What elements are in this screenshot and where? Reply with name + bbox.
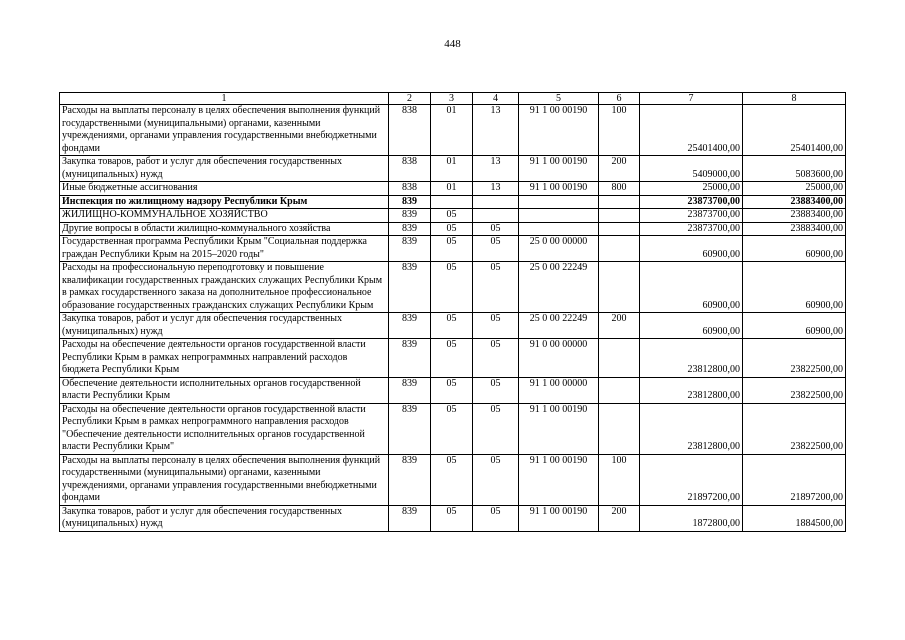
grbs-code-cell: 839: [389, 339, 431, 378]
amount-year2-cell: 25401400,00: [743, 105, 846, 156]
row-name-cell: ЖИЛИЩНО-КОММУНАЛЬНОЕ ХОЗЯЙСТВО: [60, 209, 389, 223]
row-name-cell: Расходы на обеспечение деятельности органов государственной власти Республики Крым в рамках непрограммного направления расходов "Обеспечение деятельности исполнительных органов государственной власти Республики Крым": [60, 403, 389, 454]
expense-type-cell: [599, 222, 640, 236]
section-code-cell: 01: [431, 156, 473, 182]
table-row: [60, 403, 846, 454]
grbs-code-cell: 839: [389, 403, 431, 454]
table-row: [60, 105, 846, 156]
expense-type-cell: 100: [599, 105, 640, 156]
row-name-cell: Закупка товаров, работ и услуг для обеспечения государственных (муниципальных) нужд: [60, 313, 389, 339]
grbs-code-cell: 838: [389, 182, 431, 196]
amount-year2-cell: 60900,00: [743, 313, 846, 339]
table-header-row: [60, 93, 846, 105]
grbs-code-cell: 839: [389, 377, 431, 403]
target-article-cell: 91 1 00 00190: [519, 505, 599, 531]
table-row: [60, 156, 846, 182]
table-row: [60, 222, 846, 236]
amount-year1-cell: 23812800,00: [640, 403, 743, 454]
subsection-code-cell: 13: [473, 105, 519, 156]
amount-year2-cell: 25000,00: [743, 182, 846, 196]
target-article-cell: [519, 222, 599, 236]
expense-type-cell: [599, 339, 640, 378]
section-code-cell: 05: [431, 313, 473, 339]
subsection-code-cell: 13: [473, 156, 519, 182]
row-name-cell: Расходы на обеспечение деятельности органов государственной власти Республики Крым в рамках непрограммных направлений расходов бюджета Республики Крым: [60, 339, 389, 378]
row-name-cell: Закупка товаров, работ и услуг для обеспечения государственных (муниципальных) нужд: [60, 505, 389, 531]
header-cell: 8: [743, 93, 846, 105]
amount-year1-cell: 23812800,00: [640, 339, 743, 378]
header-cell: 6: [599, 93, 640, 105]
subsection-code-cell: 05: [473, 236, 519, 262]
subsection-code-cell: 05: [473, 454, 519, 505]
table-row: [60, 339, 846, 378]
section-code-cell: 05: [431, 403, 473, 454]
expense-type-cell: 200: [599, 505, 640, 531]
expense-type-cell: [599, 209, 640, 223]
grbs-code-cell: 839: [389, 222, 431, 236]
grbs-code-cell: 839: [389, 236, 431, 262]
amount-year2-cell: 23822500,00: [743, 403, 846, 454]
target-article-cell: 25 0 00 00000: [519, 236, 599, 262]
subsection-code-cell: 05: [473, 339, 519, 378]
amount-year1-cell: 1872800,00: [640, 505, 743, 531]
table-row: [60, 313, 846, 339]
header-cell: 2: [389, 93, 431, 105]
grbs-code-cell: 838: [389, 156, 431, 182]
row-name-cell: Иные бюджетные ассигнования: [60, 182, 389, 196]
page-number: 448: [444, 38, 461, 50]
row-name-cell: Расходы на выплаты персоналу в целях обеспечения выполнения функций государственными (муниципальными) органами, казенными учреждениями, органами управления государственными внебюджетными фондами: [60, 454, 389, 505]
amount-year1-cell: 23812800,00: [640, 377, 743, 403]
section-code-cell: 05: [431, 209, 473, 223]
amount-year1-cell: 5409000,00: [640, 156, 743, 182]
target-article-cell: 91 1 00 00190: [519, 105, 599, 156]
amount-year1-cell: 25000,00: [640, 182, 743, 196]
target-article-cell: 91 1 00 00190: [519, 156, 599, 182]
grbs-code-cell: 839: [389, 195, 431, 209]
expense-type-cell: 200: [599, 313, 640, 339]
table-row: [60, 262, 846, 313]
amount-year1-cell: 60900,00: [640, 236, 743, 262]
table-row: [60, 377, 846, 403]
expense-type-cell: [599, 262, 640, 313]
row-name-cell: Другие вопросы в области жилищно-коммунального хозяйства: [60, 222, 389, 236]
subsection-code-cell: 13: [473, 182, 519, 196]
amount-year2-cell: 21897200,00: [743, 454, 846, 505]
amount-year2-cell: 60900,00: [743, 262, 846, 313]
header-cell: 1: [60, 93, 389, 105]
table-row: [60, 209, 846, 223]
row-name-cell: Государственная программа Республики Крым "Социальная поддержка граждан Республики Крым на 2015–2020 годы": [60, 236, 389, 262]
expense-type-cell: [599, 403, 640, 454]
amount-year2-cell: 23883400,00: [743, 195, 846, 209]
amount-year2-cell: 23822500,00: [743, 377, 846, 403]
target-article-cell: 91 0 00 00000: [519, 339, 599, 378]
table-row: [60, 182, 846, 196]
row-name-cell: Расходы на профессиональную переподготовку и повышение квалификации государственных гражданских служащих Республики Крым в рамках государственного заказа на дополнительное профессиональное образование государственных гражданских служащих Республики Крым: [60, 262, 389, 313]
section-code-cell: [431, 195, 473, 209]
expense-type-cell: [599, 195, 640, 209]
expense-type-cell: 200: [599, 156, 640, 182]
section-code-cell: 05: [431, 339, 473, 378]
header-cell: 4: [473, 93, 519, 105]
amount-year1-cell: 23873700,00: [640, 209, 743, 223]
target-article-cell: 91 1 00 00190: [519, 454, 599, 505]
row-name-cell: Инспекция по жилищному надзору Республики Крым: [60, 195, 389, 209]
amount-year2-cell: 23883400,00: [743, 209, 846, 223]
section-code-cell: 05: [431, 222, 473, 236]
subsection-code-cell: 05: [473, 262, 519, 313]
subsection-code-cell: 05: [473, 403, 519, 454]
table-row: [60, 195, 846, 209]
grbs-code-cell: 838: [389, 105, 431, 156]
header-cell: 7: [640, 93, 743, 105]
target-article-cell: 25 0 00 22249: [519, 313, 599, 339]
amount-year2-cell: 1884500,00: [743, 505, 846, 531]
row-name-cell: Обеспечение деятельности исполнительных органов государственной власти Республики Крым: [60, 377, 389, 403]
amount-year2-cell: 23822500,00: [743, 339, 846, 378]
table-row: [60, 505, 846, 531]
grbs-code-cell: 839: [389, 262, 431, 313]
target-article-cell: [519, 195, 599, 209]
expense-type-cell: [599, 236, 640, 262]
amount-year1-cell: 23873700,00: [640, 195, 743, 209]
budget-table: [59, 92, 846, 532]
header-cell: 5: [519, 93, 599, 105]
subsection-code-cell: 05: [473, 222, 519, 236]
grbs-code-cell: 839: [389, 313, 431, 339]
section-code-cell: 05: [431, 236, 473, 262]
section-code-cell: 01: [431, 105, 473, 156]
amount-year2-cell: 23883400,00: [743, 222, 846, 236]
subsection-code-cell: [473, 195, 519, 209]
amount-year1-cell: 23873700,00: [640, 222, 743, 236]
section-code-cell: 05: [431, 505, 473, 531]
expense-type-cell: 800: [599, 182, 640, 196]
expense-type-cell: [599, 377, 640, 403]
amount-year2-cell: 60900,00: [743, 236, 846, 262]
target-article-cell: 91 1 00 00000: [519, 377, 599, 403]
table-row: [60, 454, 846, 505]
row-name-cell: Расходы на выплаты персоналу в целях обеспечения выполнения функций государственными (муниципальными) органами, казенными учреждениями, органами управления государственными внебюджетными фондами: [60, 105, 389, 156]
section-code-cell: 05: [431, 377, 473, 403]
amount-year1-cell: 25401400,00: [640, 105, 743, 156]
header-cell: 3: [431, 93, 473, 105]
amount-year1-cell: 21897200,00: [640, 454, 743, 505]
subsection-code-cell: 05: [473, 377, 519, 403]
section-code-cell: 05: [431, 262, 473, 313]
row-name-cell: Закупка товаров, работ и услуг для обеспечения государственных (муниципальных) нужд: [60, 156, 389, 182]
amount-year2-cell: 5083600,00: [743, 156, 846, 182]
subsection-code-cell: [473, 209, 519, 223]
grbs-code-cell: 839: [389, 454, 431, 505]
target-article-cell: 91 1 00 00190: [519, 182, 599, 196]
grbs-code-cell: 839: [389, 209, 431, 223]
target-article-cell: 25 0 00 22249: [519, 262, 599, 313]
section-code-cell: 01: [431, 182, 473, 196]
grbs-code-cell: 839: [389, 505, 431, 531]
target-article-cell: 91 1 00 00190: [519, 403, 599, 454]
amount-year1-cell: 60900,00: [640, 262, 743, 313]
table-row: [60, 236, 846, 262]
amount-year1-cell: 60900,00: [640, 313, 743, 339]
section-code-cell: 05: [431, 454, 473, 505]
subsection-code-cell: 05: [473, 313, 519, 339]
target-article-cell: [519, 209, 599, 223]
expense-type-cell: 100: [599, 454, 640, 505]
subsection-code-cell: 05: [473, 505, 519, 531]
